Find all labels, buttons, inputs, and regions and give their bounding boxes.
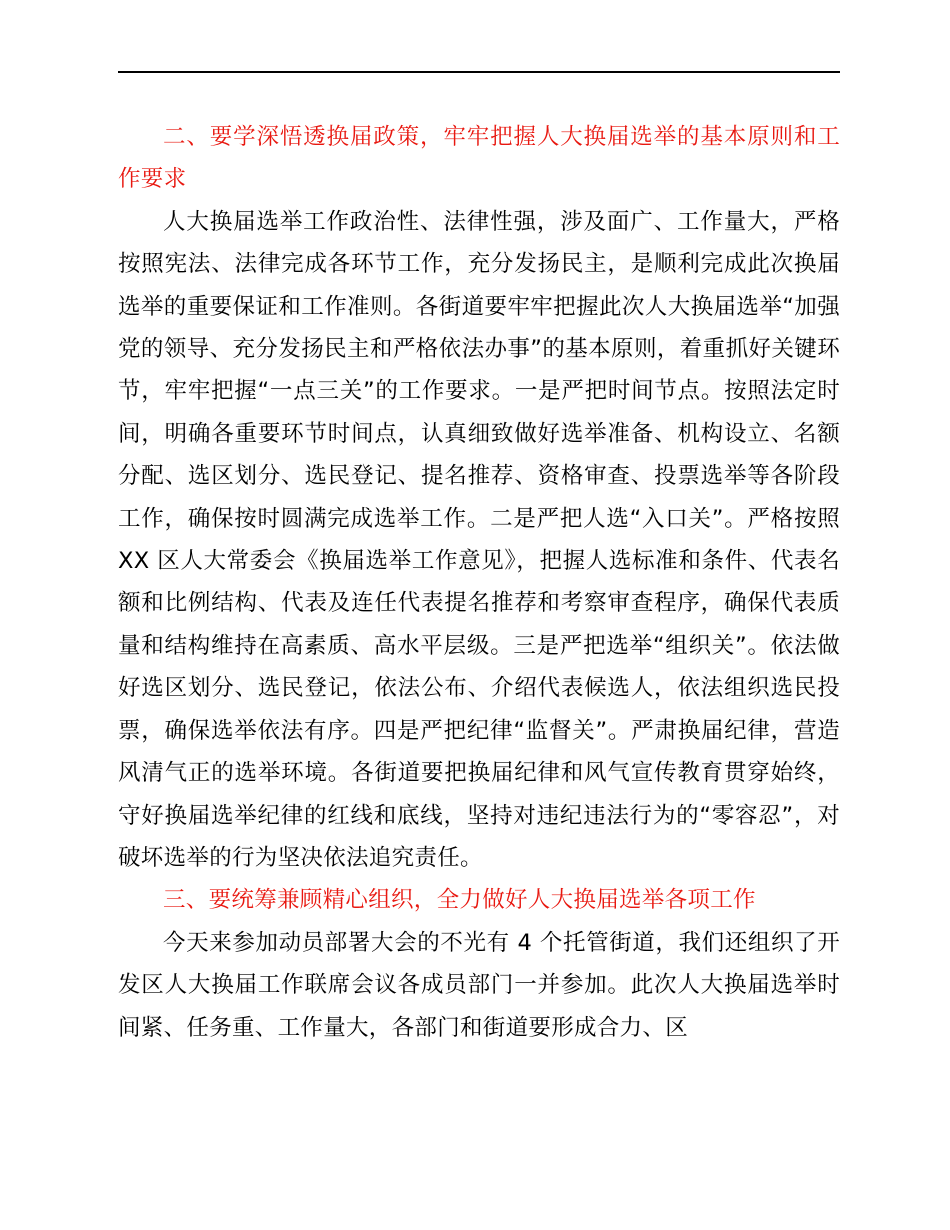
section-heading-organization: 三、要统筹兼顾精心组织，全力做好人大换届选举各项工作	[163, 887, 756, 914]
paragraph-organization: 今天来参加动员部署大会的不光有 4 个托管街道，我们还组织了开发区人大换届工作联席会议各成员部门一并参加。此次人大换届选举时间紧、任务重、工作量大，各部门和街道要形成合力、区	[118, 929, 840, 1041]
document-body	[118, 116, 840, 1049]
section-heading-principles: 二、要学深悟透换届政策，牢牢把握人大换届选举的基本原则和工作要求	[118, 124, 840, 193]
header-rule	[118, 71, 840, 73]
paragraph-principles: 人大换届选举工作政治性、法律性强，涉及面广、工作量大，严格按照宪法、法律完成各环节工作，充分发扬民主，是顺利完成此次换届选举的重要保证和工作准则。各街道要牢牢把握此次人大换届选举“加强党的领导、充分发扬民主和严格依法办事”的基本原则，着重抓好关键环节，牢牢把握“一点三关”的工作要求。一是严把时间节点。按照法定时间，明确各重要环节时间点，认真细致做好选举准备、机构设立、名额分配、选区划分、选民登记、提名推荐、资格审查、投票选举等各阶段工作，确保按时圆满完成选举工作。二是严把人选“入口关”。严格按照 XX 区人大常委会《换届选举工作意见》，把握人选标准和条件、代表名额和比例结构、代表及连任代表提名推荐和考察审查程序，确保代表质量和结构维持在高素质、高水平层级。三是严把选举“组织关”。依法做好选区划分、选民登记，依法公布、介绍代表候选人，依法组织选民投票，确保选举依法有序。四是严把纪律“监督关”。严肃换届纪律，营造风清气正的选举环境。各街道要把换届纪律和风气宣传教育贯穿始终，守好换届选举纪律的红线和底线，坚持对违纪违法行为的“零容忍”，对破坏选举的行为坚决依法追究责任。	[118, 208, 840, 871]
